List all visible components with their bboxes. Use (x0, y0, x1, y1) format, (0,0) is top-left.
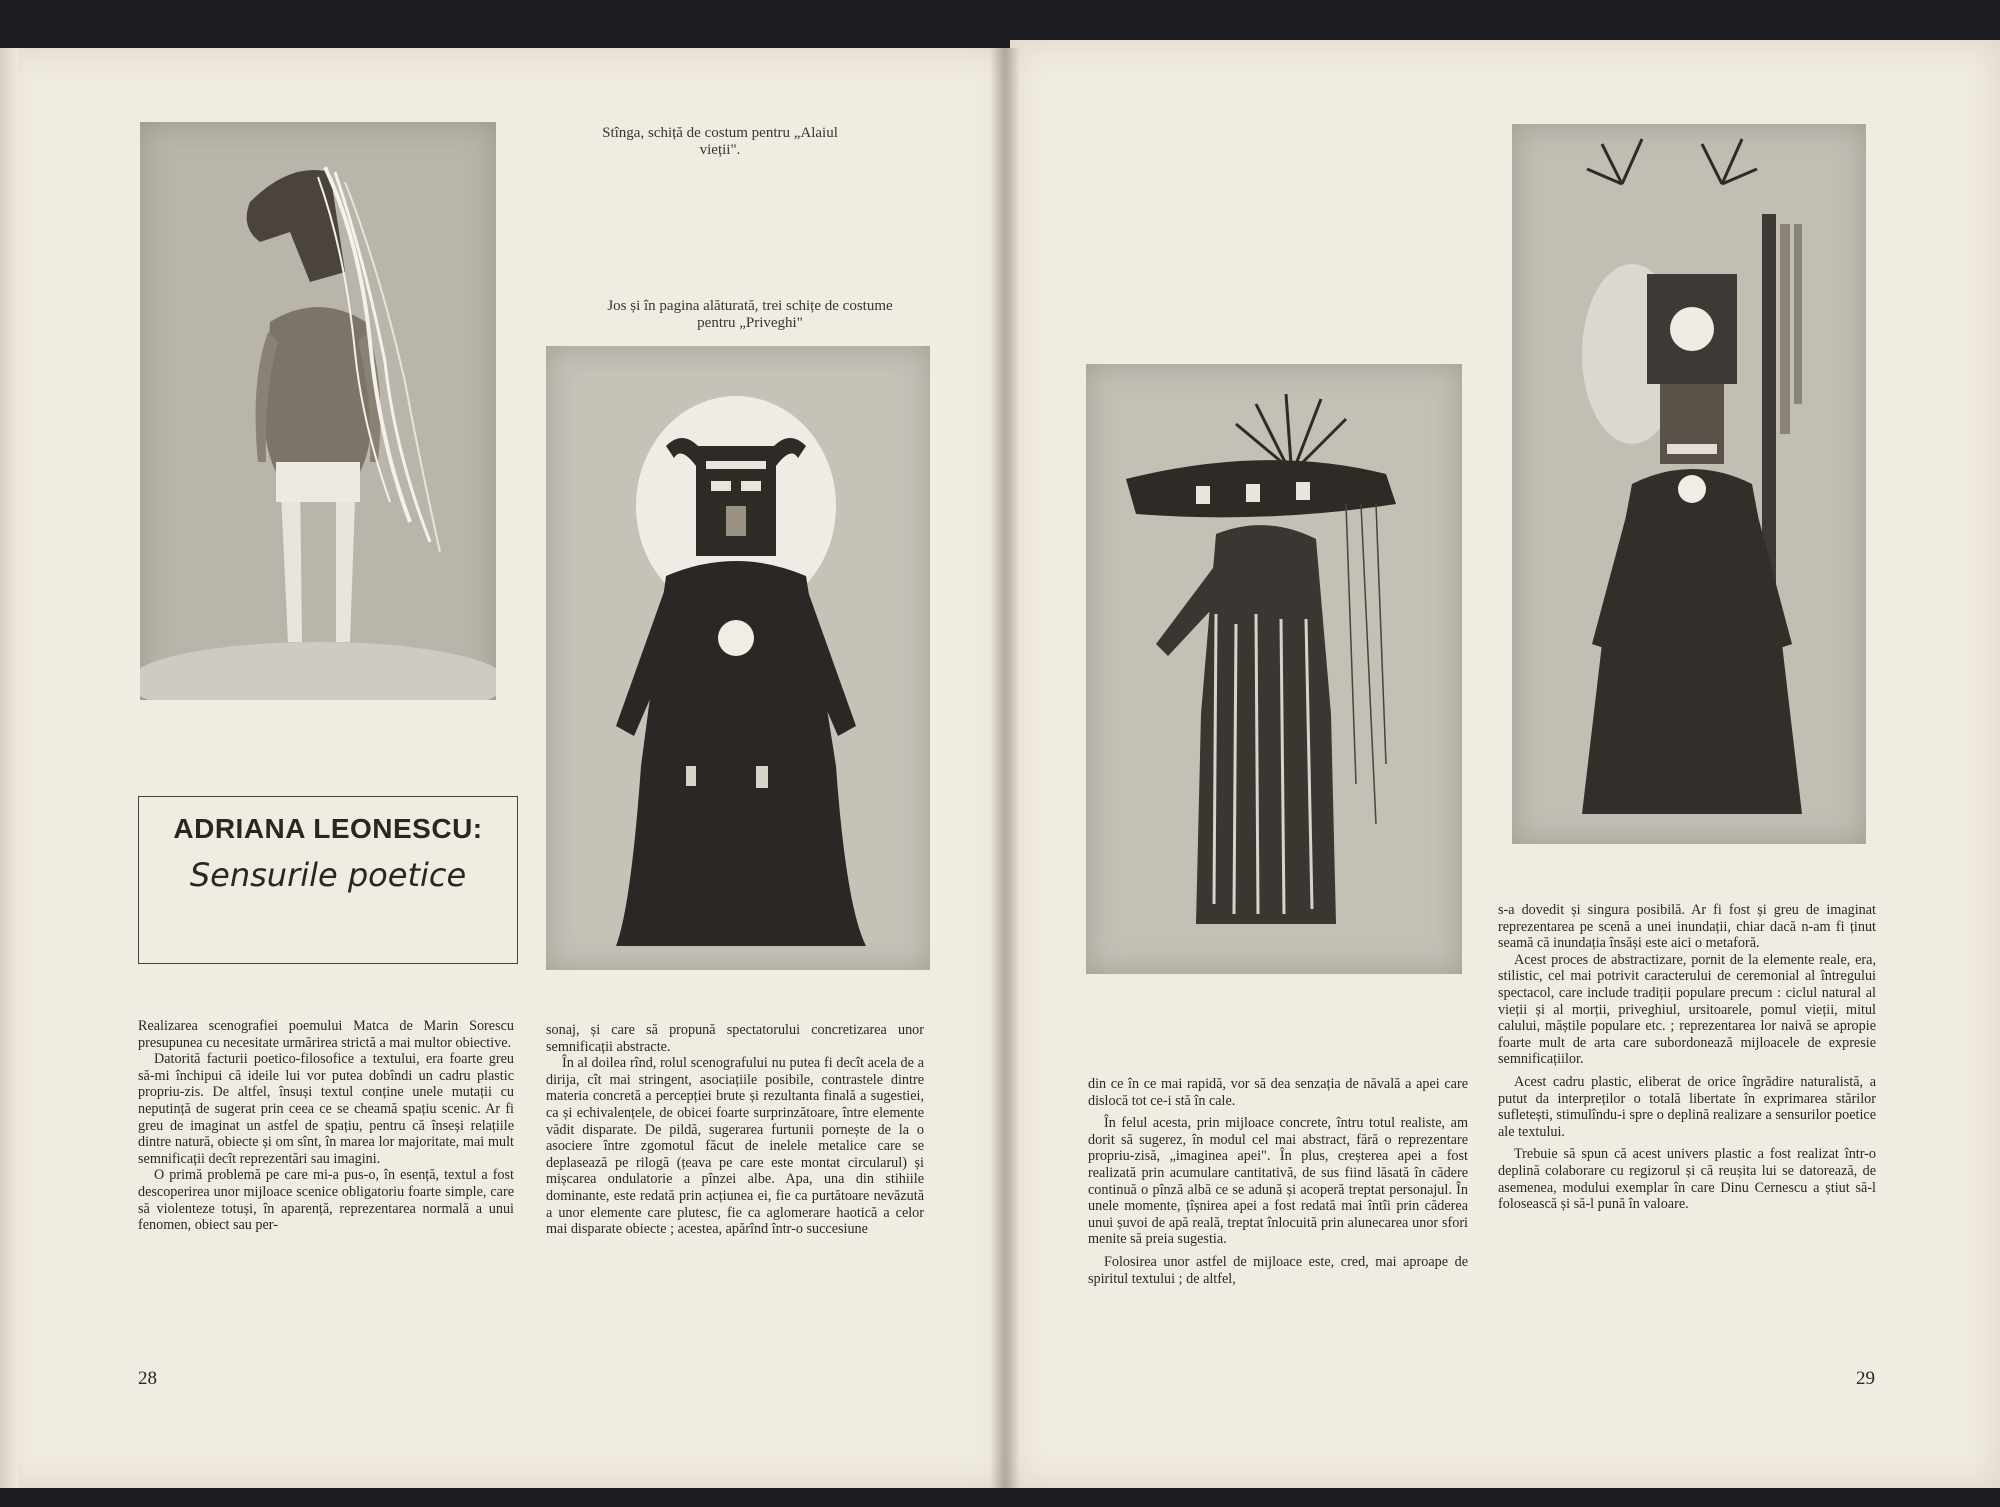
paragraph: Datorită facturii poetico-filosofice a textului, era foarte greu să-mi închipui că ideile lui vor putea dobîndi un cadru plastic propriu-zis. De altfel, însuși textul conține unele mutații cu neputință de sugerat prin ceea ce se cheamă spațiu scenic. Ar fi greu de imaginat un astfel de spațiu, pentru că înseși relațiile dintre natură, obiecte și om sînt, în marea lor majoritate, mai mult semnificații decît reprezentări sau imagini. (138, 1051, 514, 1167)
page-number-left: 28 (138, 1368, 157, 1389)
page-edge (0, 48, 18, 1488)
left-text-column-1 (138, 1018, 514, 1234)
figure-fringed-hat-costume (1086, 364, 1462, 974)
article-title: Sensurile poetice (189, 856, 467, 894)
paragraph: Folosirea unor astfel de mijloace este, cred, mai aproape de spiritul textului ; de altfel, (1088, 1253, 1468, 1287)
right-text-column-2 (1498, 902, 1876, 1213)
figure-horned-mask-costume (546, 346, 930, 970)
page-number-right: 29 (1856, 1368, 1875, 1389)
paragraph: Realizarea scenografiei poemului Matca de Marin Sorescu presupunea cu necesitate urmărirea strictă a mai multor obiective. (138, 1018, 514, 1051)
paragraph: sonaj, și care să propună spectatorului concretizarea unor semnificații abstracte. (546, 1022, 924, 1055)
figure-horse-costume (140, 122, 496, 700)
right-text-column-1 (1088, 1076, 1468, 1287)
left-text-column-2 (546, 1022, 924, 1238)
caption-left-middle: Jos și în pagina alăturată, trei schițe de costume pentru „Priveghi" (607, 298, 893, 331)
paragraph: În felul acesta, prin mijloace concrete, întru totul realiste, am dorit să sugerez, în modul cel mai abstract, fără o reprezentare propriu-zisă, „imaginea apei". În plus, creșterea apei a fost realizată prin acumulare cantitativă, de sus fiind lăsată în cădere continuă o pînză albă ce se adună și acoperă treptat personajul. În unele momente, țîșnirea apei a fost redată mai întîi prin căderea unui șuvoi de apă reală, treptat înlocuită prin alunecarea unor sfori menite să preia sugestia. (1088, 1115, 1468, 1248)
paragraph: O primă problemă pe care mi-a pus-o, în esență, textul a fost descoperirea unor mijloace scenice obligatoriu foarte simple, care să violenteze totuși, în aparență, reprezentarea normală a unui fenomen, obiect sau per- (138, 1167, 514, 1234)
book-gutter (990, 48, 1020, 1488)
paragraph: În al doilea rînd, rolul scenografului nu putea fi decît acela de a dirija, cît mai stringent, asociațiile posibile, contrastele dintre materia concretă a percepției brute și rezultanta finală a sugestiei, ca și echivalențele, de obicei foarte surprinzătoare, între elemente vădit disparate. De pildă, sugerarea furtunii pornește de la o asociere între zgomotul făcut de inelele metalice care se deplasează pe rilogă (țeava pe care este montat circularul) și mișcarea ondulatorie a pînzei albe. Apa, una din stihiile dominante, este redată prin acțiunea ei, fie ca purtătoare nevăzută a unor elemente care plutesc, fie ca aglomerare haotică a celor mai disparate obiecte ; acestea, apărînd într-o succesiune (546, 1055, 924, 1238)
paragraph: Acest cadru plastic, eliberat de orice îngrădire naturalistă, a putut da interpreților o totală libertate în exprimarea stărilor sufletești, stimulîndu-i spre o deplină realizare a sensurilor poetice ale textului. (1498, 1073, 1876, 1140)
paragraph: Trebuie să spun că acest univers plastic a fost realizat într-o deplină colaborare cu regizorul și că reușita lui se datorează, de asemenea, modului exemplar în care Dinu Cernescu a știut să-l folosească și să-l pună în valoare. (1498, 1146, 1876, 1213)
paragraph: din ce în ce mai rapidă, vor să dea senzația de năvală a apei care dislocă tot ce-i stă în cale. (1088, 1076, 1468, 1109)
figure-plumed-banner-costume (1512, 124, 1866, 844)
article-title-box (138, 796, 518, 964)
article-author: ADRIANA LEONESCU: (173, 813, 483, 844)
paragraph: Acest proces de abstractizare, pornit de la elemente reale, era, stilistic, cel mai potrivit caracterului de ceremonial al întregului spectacol, care include tradiții populare precum : ciclul natural al vieții și al morții, priveghiul, ursitoarele, pomul vieții, mitul calului, măștile populare etc. ; reprezentarea lor naivă se apropie foarte mult de arta care subordonează mijloacele de expresie semnificațiilor. (1498, 951, 1876, 1068)
caption-left-top: Stînga, schiță de costum pentru „Alaiul vieții". (602, 125, 838, 158)
paragraph: s-a dovedit și singura posibilă. Ar fi fost și greu de imaginat reprezentarea pe scenă a unei inundații, chiar dacă n-am fi ținut seamă că inundația însăși este aici o metaforă. (1498, 902, 1876, 952)
